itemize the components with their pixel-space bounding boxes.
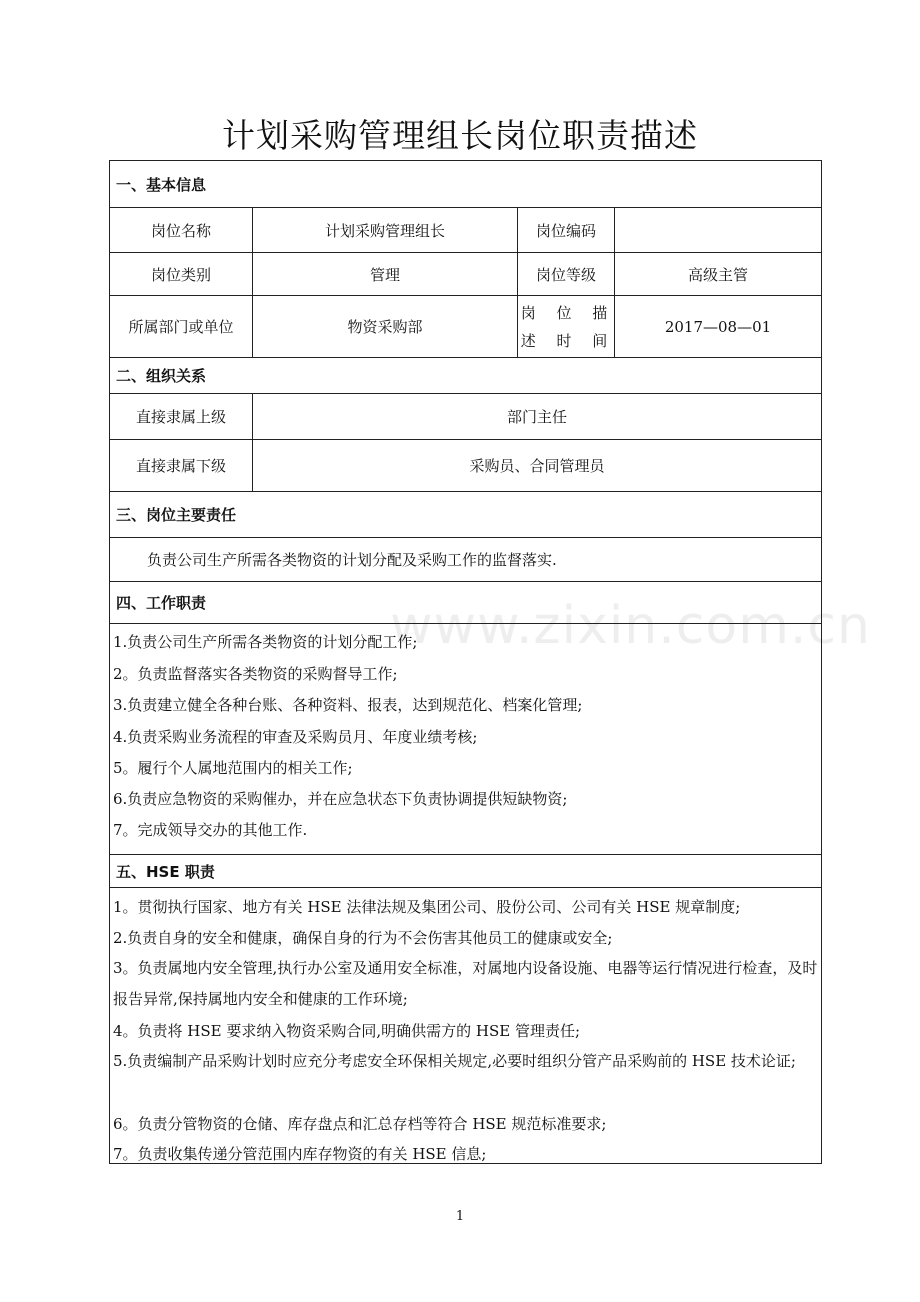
section-heading-org-relations: 二、组织关系 <box>116 367 207 385</box>
work-duty-item: 7。完成领导交办的其他工作. <box>113 821 308 839</box>
position-type-label: 岗位类别 <box>150 265 211 284</box>
watermark: www.zixin.com.cn <box>390 596 871 656</box>
row-divider <box>109 887 822 888</box>
desc-time-label-line1: 岗 位 描 <box>520 304 616 322</box>
desc-time-label-line2: 述 时 间 <box>520 332 616 350</box>
position-name-value: 计划采购管理组长 <box>324 221 445 240</box>
work-duty-item: 4.负责采购业务流程的审查及采购员月、年度业绩考核; <box>113 728 478 746</box>
hse-duty-item: 7。负责收集传递分管范围内库存物资的有关 HSE 信息; <box>113 1145 487 1163</box>
document-title: 计划采购管理组长岗位职责描述 <box>222 116 698 155</box>
main-duty-text: 负责公司生产所需各类物资的计划分配及采购工作的监督落实. <box>147 551 557 569</box>
hse-duty-item: 6。负责分管物资的仓储、库存盘点和汇总存档等符合 HSE 规范标准要求; <box>113 1115 607 1133</box>
position-grade-value: 高级主管 <box>687 265 748 284</box>
department-value: 物资采购部 <box>347 318 423 336</box>
position-code-value <box>615 208 821 252</box>
position-code-label: 岗位编码 <box>535 221 596 240</box>
work-duty-item: 1.负责公司生产所需各类物资的计划分配工作; <box>113 633 418 651</box>
hse-duty-item: 5.负责编制产品采购计划时应充分考虑安全环保相关规定,必要时组织分管产品采购前的 HSE 技术论证; <box>113 1052 796 1070</box>
desc-time-value: 2017—08—01 <box>664 317 772 336</box>
work-duty-item: 6.负责应急物资的采购催办，并在应急状态下负责协调提供短缺物资; <box>113 790 568 808</box>
department-label: 所属部门或单位 <box>128 318 234 336</box>
section-heading-work-duties: 四、工作职责 <box>116 594 207 612</box>
position-name-label: 岗位名称 <box>150 221 211 240</box>
hse-duty-item: 4。负责将 HSE 要求纳入物资采购合同,明确供需方的 HSE 管理责任; <box>113 1022 581 1040</box>
hse-duty-item: 3。负责属地内安全管理,执行办公室及通用安全标准，对属地内设备设施、电器等运行情况进行检查，及时报告异常,保持属地内安全和健康的工作环境; <box>113 959 818 1008</box>
work-duty-item: 3.负责建立健全各种台账、各种资料、报表，达到规范化、档案化管理; <box>113 696 583 714</box>
work-duty-item: 5。履行个人属地范围内的相关工作; <box>113 759 353 777</box>
page-number: 1 <box>455 1209 465 1224</box>
hse-duty-item: 2.负责自身的安全和健康，确保自身的行为不会伤害其他员工的健康或安全; <box>113 929 613 947</box>
desc-time-label <box>518 299 618 355</box>
subordinate-value: 采购员、合同管理员 <box>469 457 605 475</box>
row-divider <box>109 623 822 624</box>
work-duty-item: 2。负责监督落实各类物资的采购督导工作; <box>113 665 398 683</box>
superior-label: 直接隶属上级 <box>135 408 226 426</box>
hse-duty-item: 1。贯彻执行国家、地方有关 HSE 法律法规及集团公司、股份公司、公司有关 HSE 规章制度; <box>113 898 741 916</box>
section-heading-basic-info: 一、基本信息 <box>116 175 207 194</box>
superior-value: 部门主任 <box>506 408 567 426</box>
subordinate-label: 直接隶属下级 <box>135 457 226 475</box>
section-heading-main-duty: 三、岗位主要责任 <box>116 506 237 524</box>
position-grade-label: 岗位等级 <box>535 265 596 284</box>
position-type-value: 管理 <box>369 265 400 284</box>
section-heading-hse-duties: 五、HSE 职责 <box>116 862 215 881</box>
